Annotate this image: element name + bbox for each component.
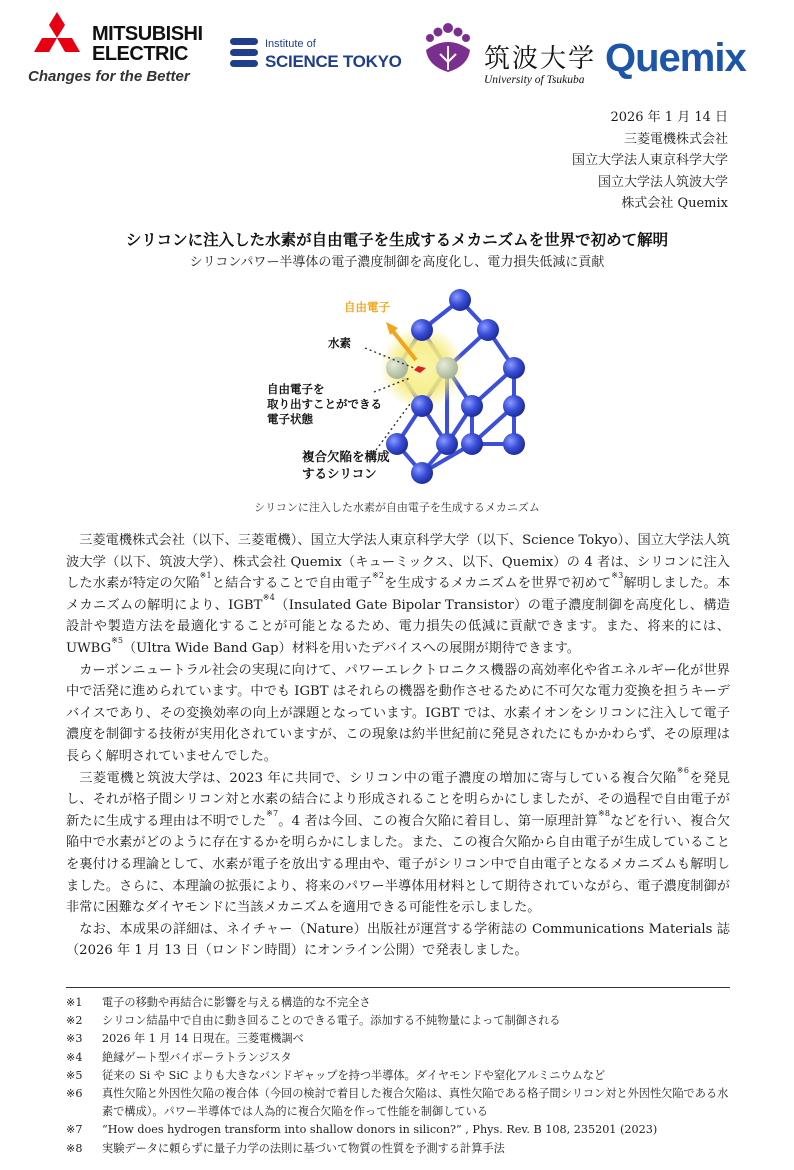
footnote-ref: ※1 xyxy=(199,571,212,581)
tsukuba-paulownia-crest-icon xyxy=(420,20,476,78)
mitsubishi-name: MITSUBISHI ELECTRIC xyxy=(92,23,203,65)
paragraph-1: 三菱電機株式会社（以下、三菱電機）、国立大学法人東京科学大学（以下、Science Tokyo）、国立大学法人筑波大学（以下、筑波大学）、株式会社 Quemix（キューミックス、以下、Quemix）の 4 者は、シリコンに注入した水素が特定の欠陥$^{※1}$と結合することで自由電子$^{※2}$を生成するメカニズムを世界で初めて$^{※3}$解明しました。本メカニズムの解明により、IGBT$^{※4}$（Insulated Gate Bipolar Transistor）の電子濃度制御を高度化し、構造設計や製造方法を最適化することが可能となるため、電力損失の低減に貢献できます。また、将来的には、UWBG$^{※5}$（Ultra Wide Band Gap）材料を用いたデバイスへの展開が期待できます。 xyxy=(66,533,731,656)
mitsubishi-three-diamonds-logo xyxy=(26,12,88,66)
release-date: 2026 年 1 月 14 日 xyxy=(610,110,728,125)
science-tokyo-mark-icon xyxy=(228,36,260,70)
silicon-atom xyxy=(461,395,483,417)
label-defect-silicon: 複合欠陥を構成 するシリコン xyxy=(302,449,390,481)
silicon-atom xyxy=(477,319,499,341)
footnote-ref: ※8 xyxy=(597,808,610,818)
footnote-divider xyxy=(66,987,730,988)
label-free-electron: 自由電子 xyxy=(344,300,390,314)
defect-silicon-atom xyxy=(386,357,408,379)
footnote-item: ※6 真性欠陥と外因性欠陥の複合体（今回の検討で着目した複合欠陥は、真性欠陥である格子間シリコン対と外因性欠陥である水素で構成）。パワー半導体では人為的に複合欠陥を作って性能を制御している xyxy=(66,1087,729,1119)
page-subtitle: シリコンパワー半導体の電子濃度制御を高度化し、電力損失低減に貢献 xyxy=(189,255,605,270)
org-name: 国立大学法人東京科学大学 xyxy=(571,153,728,168)
silicon-atom xyxy=(411,319,433,341)
footnote-ref: ※6 xyxy=(676,765,690,775)
footnotes xyxy=(66,994,730,1158)
silicon-atom xyxy=(503,395,525,417)
silicon-atom xyxy=(411,462,433,484)
paragraph-2: カーボンニュートラル社会の実現に向けて、パワーエレクトロニクス機器の高効率化や省エネルギー化が世界中で活発に進められています。中でも IGBT はそれらの機器を動作させるために不可欠な電力変換を担うキーデバイスであり、その変換効率の向上が課題となっています。IGBT では、水素イオンをシリコンに注入して電子濃度を制御する技術が実用化されていますが、この現象は約半世紀前に発見されたにもかかわらず、その原理は長らく解明されていませんでした。 xyxy=(66,662,730,764)
org-name: 国立大学法人筑波大学 xyxy=(597,174,728,190)
tsukuba-name-jp: 筑波大学 xyxy=(484,44,597,74)
footnote-ref: ※3 xyxy=(611,571,624,581)
footnote-ref: ※2 xyxy=(372,571,384,581)
paragraph-4: なお、本成果の詳細は、ネイチャー（Nature）出版社が運営する学術誌の Communications Materials 誌（2026 年 1 月 13 日（ロンドン時間）にオンライン公開）で発表しました。 xyxy=(66,921,730,959)
footnote-item: ※3 2026 年 1 月 14 日現在。三菱電機調べ xyxy=(66,1032,304,1046)
label-hydrogen: 水素 xyxy=(328,336,351,350)
logo-bar xyxy=(0,10,794,90)
org-name: 株式会社 Quemix xyxy=(621,196,728,211)
figure-caption: シリコンに注入した水素が自由電子を生成するメカニズム xyxy=(254,501,540,514)
science-tokyo-line2: SCIENCE TOKYO xyxy=(265,52,402,71)
footnote-ref: ※4 xyxy=(262,592,275,602)
quemix-logo: Quemix xyxy=(605,36,746,80)
silicon-atom xyxy=(503,433,525,455)
silicon-atom xyxy=(503,357,525,379)
silicon-atom xyxy=(461,433,483,455)
footnote-ref: ※5 xyxy=(111,635,123,645)
footnote-item: ※2 シリコン結晶中で自由に動き回ることのできる電子。添加する不純物量によって制御される xyxy=(66,1014,561,1028)
silicon-atom xyxy=(436,433,458,455)
footnote-item: ※1 電子の移動や再結合に影響を与える構造的な不完全さ xyxy=(66,996,371,1009)
mitsubishi-tagline: Changes for the Better xyxy=(28,68,190,85)
footnote-ref: ※7 xyxy=(266,808,279,818)
defect-silicon-atom xyxy=(436,357,458,379)
label-electron-state: 自由電子を 取り出すことができる 電子状態 xyxy=(267,382,382,426)
footnote-item: ※5 従来の Si や SiC よりも大きなバンドギャップを持つ半導体。ダイヤモンドや窒化アルミニウムなど xyxy=(66,1068,606,1082)
silicon-atom xyxy=(449,289,471,311)
silicon-atom xyxy=(411,395,433,417)
paragraph-3: 三菱電機と筑波大学は、2023 年に共同で、シリコン中の電子濃度の増加に寄与している複合欠陥$^{※6}$を発見し、それが格子間シリコン対と水素の結合により形成されることを明らかにしましたが、その過程で自由電子が新たに生成する理由は不明でした$^{※7}$。4 者は今回、この複合欠陥に着目し、第一原理計算$^{※8}$などを行い、複合欠陥中で水素がどのように存在するかを明らかにしました。また、この複合欠陥から自由電子が生成していることを裏付ける理論として、水素が電子を放出する理由や、電子がシリコン中で自由電子となるメカニズムも解明しました。さらに、本理論の拡張により、将来のパワー半導体用材料として期待されていながら、電子濃度制御が非常に困難なダイヤモンドに当該メカニズムを適用できる可能性を示しました。 xyxy=(66,765,731,916)
footnote-item: ※7 “How does hydrogen transform into shallow donors in silicon?” , Phys. Rev. B 108, 235201 (2023) xyxy=(66,1123,658,1137)
footnote-item: ※8 実験データに頼らずに量子力学の法則に基づいて物質の性質を予測する計算手法 xyxy=(66,1141,505,1155)
release-info xyxy=(572,107,728,215)
page-title: シリコンに注入した水素が自由電子を生成するメカニズムを世界で初めて解明 xyxy=(125,231,669,249)
tsukuba-name-en: University of Tsukuba xyxy=(484,74,585,86)
body-text xyxy=(66,530,730,962)
org-name: 三菱電機株式会社 xyxy=(623,131,728,147)
mechanism-figure xyxy=(250,278,550,488)
science-tokyo-line1: Institute of xyxy=(265,38,316,50)
footnote-item: ※4 絶縁ゲート型バイポーラトランジスタ xyxy=(66,1050,292,1064)
